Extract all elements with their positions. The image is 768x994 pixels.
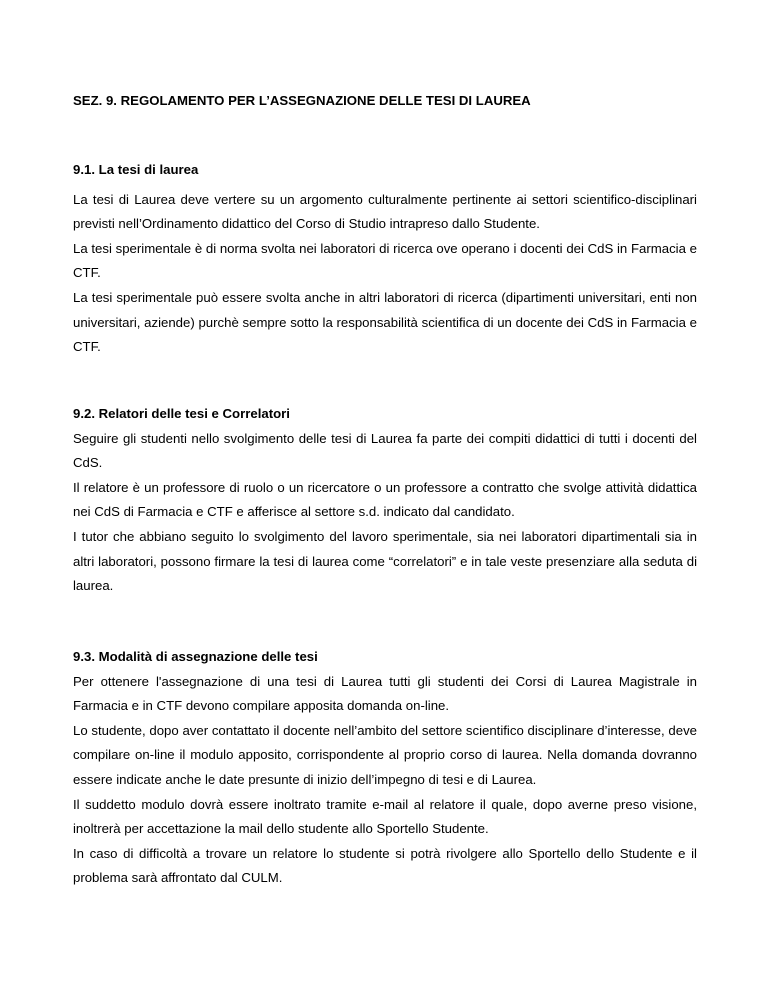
- section-9-2: [73, 402, 697, 599]
- section-9-3: [73, 645, 697, 891]
- paragraph: In caso di difficoltà a trovare un relatore lo studente si potrà rivolgere allo Sportello dello Studente e il problema sarà affrontato dal CULM.: [73, 845, 697, 886]
- paragraph: La tesi sperimentale è di norma svolta nei laboratori di ricerca ove operano i docenti dei CdS in Farmacia e CTF.: [73, 240, 697, 281]
- section-heading: 9.1. La tesi di laurea: [73, 162, 199, 177]
- section-heading: 9.2. Relatori delle tesi e Correlatori: [73, 406, 290, 421]
- paragraph: Il suddetto modulo dovrà essere inoltrato tramite e-mail al relatore il quale, dopo averne preso visione, inoltrerà per accettazione la mail dello studente allo Sportello Studente.: [73, 796, 697, 837]
- paragraph: Per ottenere l'assegnazione di una tesi di Laurea tutti gli studenti dei Corsi di Laurea Magistrale in Farmacia e in CTF devono compilare apposita domanda on-line.: [73, 673, 697, 714]
- paragraph: I tutor che abbiano seguito lo svolgimento del lavoro sperimentale, sia nei laboratori dipartimentali sia in altri laboratori, possono firmare la tesi di laurea come “correlatori” e in tale veste presenziare alla seduta di laurea.: [73, 528, 697, 594]
- section-heading: 9.3. Modalità di assegnazione delle tesi: [73, 649, 318, 664]
- document-title: SEZ. 9. REGOLAMENTO PER L’ASSEGNAZIONE DELLE TESI DI LAUREA: [73, 93, 531, 108]
- section-9-1: [73, 158, 697, 360]
- paragraph: Lo studente, dopo aver contattato il docente nell’ambito del settore scientifico disciplinare d’interesse, deve compilare on-line il modulo apposito, corrispondente al proprio corso di laurea. Nella domanda dovranno essere indicate anche le date presunte di inizio dell’impegno di tesi e di Laurea.: [73, 722, 697, 787]
- paragraph: La tesi di Laurea deve vertere su un argomento culturalmente pertinente ai settori scientifico-disciplinari previsti nell’Ordinamento didattico del Corso di Studio intrapreso dallo Studente.: [73, 191, 697, 232]
- paragraph: La tesi sperimentale può essere svolta anche in altri laboratori di ricerca (dipartimenti universitari, enti non universitari, aziende) purchè sempre sotto la responsabilità scientifica di un docente dei CdS in Farmacia e CTF.: [73, 289, 697, 355]
- paragraph: Seguire gli studenti nello svolgimento delle tesi di Laurea fa parte dei compiti didattici di tutti i docenti del CdS.: [73, 430, 697, 471]
- paragraph: Il relatore è un professore di ruolo o un ricercatore o un professore a contratto che svolge attività didattica nei CdS di Farmacia e CTF e afferisce al settore s.d. indicato dal candidato.: [73, 479, 697, 520]
